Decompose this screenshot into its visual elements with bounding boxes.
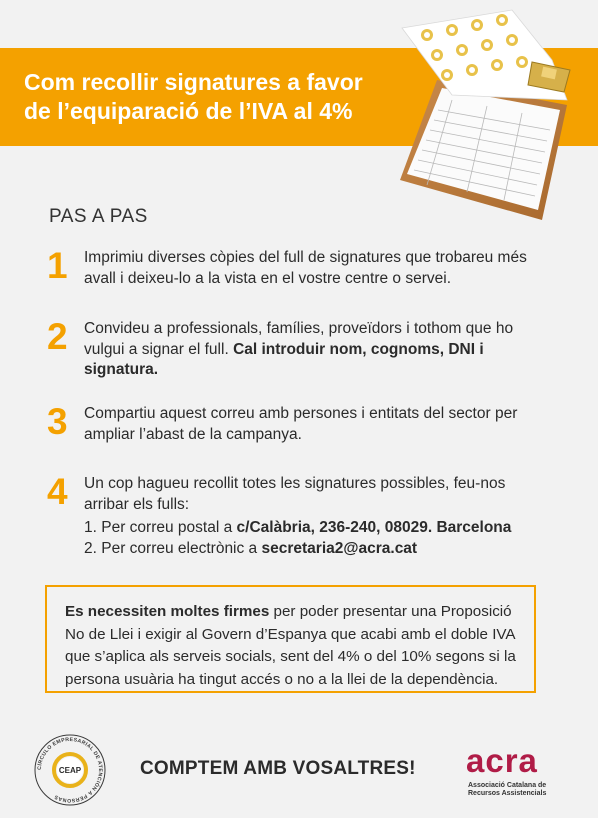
ceap-logo-icon [32,732,108,808]
step-number: 4 [47,471,68,512]
step-text [84,474,544,559]
delivery-options-list [84,518,544,559]
step-text-regular: Convideu a professionals, famílies, proveïdors i tothom que ho vulgui a signar el full. [84,320,514,358]
step-number: 2 [47,316,68,357]
acra-tagline [468,782,546,798]
title-line-2: de l’equiparació de l’IVA al 4% [24,98,353,124]
clipboard-illustration-icon [392,0,582,225]
email-address: secretaria2@acra.cat [261,539,418,557]
footer-call-to-action: COMPTEM AMB VOSALTRES! [140,758,416,779]
ceap-initials: CEAP [58,766,82,775]
info-box [45,585,536,693]
step-text-bold: Cal introduir nom, cognoms, DNI i signatura. [84,340,484,378]
step-text [84,319,544,381]
delivery-option-postal [84,518,544,539]
option-text: Per correu postal a [101,519,233,536]
section-title: PAS A PAS [49,206,148,227]
delivery-option-email [84,539,544,560]
step-text: Imprimiu diverses còpies del full de signatures que trobareu més avall i deixeu-lo a la vista en el vostre centre o servei. [84,249,527,287]
option-marker: 1. [84,519,97,536]
option-marker: 2. [84,539,97,557]
acra-wordmark: acra [466,742,538,779]
info-box-text: per poder presentar una Proposició No de Llei i exigir al Govern d’Espanya que acabi amb el doble IVA que s’aplica als serveis socials, sent del 4% o del 10% segons si la persona usuària ha tingut accés o no a la llei de la dependència. [65,603,516,688]
info-box-bold: Es necessiten moltes firmes [65,603,270,620]
step-text-regular: Un cop hagueu recollit totes les signatures possibles, feu-nos arribar els fulls: [84,475,506,513]
step-text: Compartiu aquest correu amb persones i entitats del sector per ampliar l’abast de la campanya. [84,405,518,443]
title-line-1: Com recollir signatures a favor [24,69,363,95]
step-number: 1 [47,245,68,286]
postal-address: c/Calàbria, 236-240, 08029. Barcelona [236,519,512,536]
option-text: Per correu electrònic a [101,539,258,557]
acra-tagline-line1: Associació Catalana de [468,782,547,789]
acra-logo-icon [466,742,566,798]
step-number: 3 [47,401,68,442]
acra-tagline-line2: Recursos Assistencials [468,790,547,797]
ceap-ring-text: CÍRCULO EMPRESARIAL DE ATENCIÓN A PERSONAS [36,736,104,804]
page-title [24,68,384,126]
